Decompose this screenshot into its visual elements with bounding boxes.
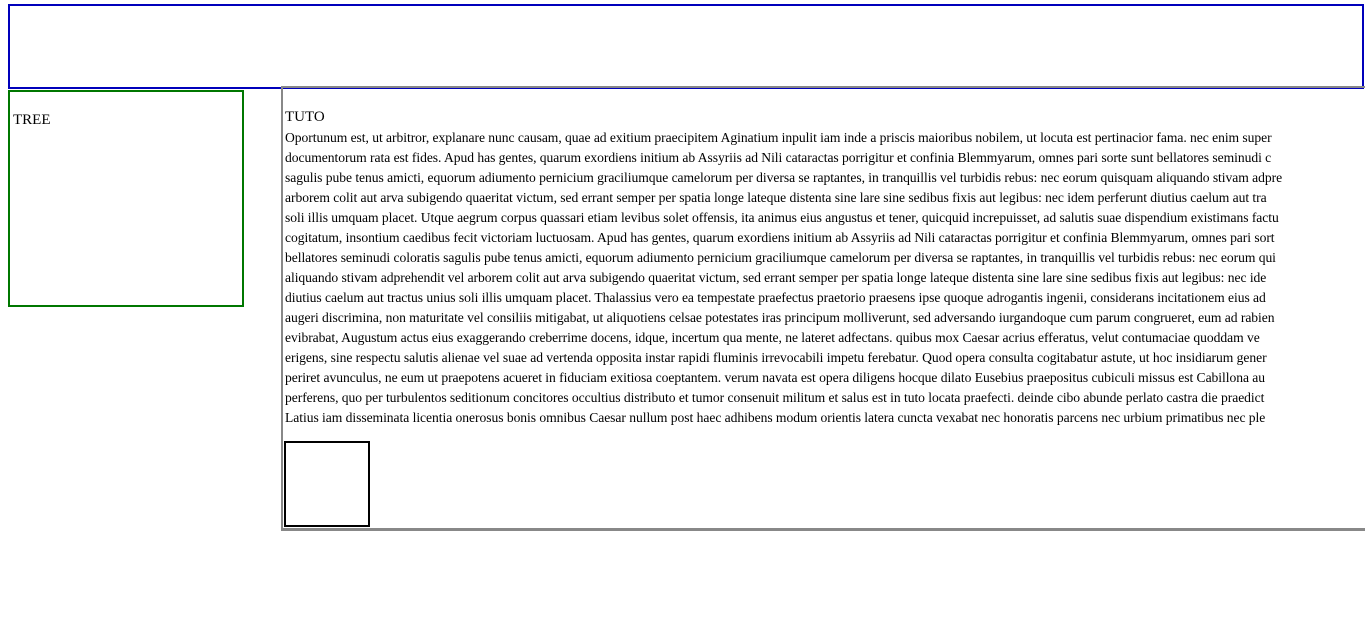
- tuto-panel: [281, 86, 1365, 531]
- paragraph-line: Oportunum est, ut arbitror, explanare nunc causam, quae ad exitium praecipitem Aginatium inpulit iam inde a priscis maioribus nobilem, ut locuta est pertinacior fama. nec enim super: [285, 130, 1272, 145]
- paragraph-line: documentorum rata est fides. Apud has gentes, quarum exordiens initium ab Assyriis ad Nili cataractas porrigitur et confinia Blemmyarum, omnes pari sorte sunt bellatores seminudi c: [285, 150, 1272, 165]
- paragraph-line: sagulis pube tenus amicti, equorum adiumento pernicium graciliumque camelorum per diversa se raptantes, in tranquillis vel turbidis rebus: nec eorum quisquam aliquando stivam adpre: [285, 170, 1283, 185]
- paragraph-line: Latius iam disseminata licentia onerosus bonis omnibus Caesar nullum post haec adhibens modum orientis latera cuncta vexabat nec honoratis parcens nec urbium primatibus nec ple: [285, 410, 1266, 425]
- paragraph-line: arborem colit aut arva subigendo quaeritat victum, sed errant semper per spatia longe lateque distenta sine lare sine sedibus fixis aut legibus: nec idem perferunt diutius caelum aut tra: [285, 190, 1267, 205]
- paragraph-line: perferens, quo per turbulentos seditionum concitores occultius distributo et tumor consenuit militum et salus est in tuto locata praefecti. deinde cibo abunde perlato castra die praedict: [285, 390, 1265, 405]
- header-panel: [8, 4, 1364, 89]
- paragraph-line: cogitatum, insontium caedibus fecit victoriam luctuosam. Apud has gentes, quarum exordiens initium ab Assyriis ad Nili cataractas porrigitur et confinia Blemmyarum, omnes pari sort: [285, 230, 1275, 245]
- paragraph-line: evibrabat, Augustum actus eius exaggerando creberrime docens, idque, incertum qua mente, ne lateret adfectans. quibus mox Caesar acrius efferatus, velut contumaciae quoddam ve: [285, 330, 1260, 345]
- tree-panel: [8, 90, 244, 307]
- paragraph-line: erigens, sine respectu salutis alienae vel suae ad vertenda opposita instar rapidi fluminis irrevocabili impetu ferebatur. Quod opera consulta cogitabatur astute, ut hoc insidiarum gener: [285, 350, 1267, 365]
- paragraph-line: diutius caelum aut tractus unius soli illis umquam placet. Thalassius vero ea tempestate praefectus praetorio praesens ipse quoque adrogantis ingenii, considerans incitationem eius ad: [285, 290, 1266, 305]
- paragraph-line: aliquando stivam adprehendit vel arborem colit aut arva subigendo quaeritat victum, sed errant semper per spatia longe lateque distenta sine lare sine sedibus fixis aut legibus: nec ide: [285, 270, 1267, 285]
- tree-label: TREE: [13, 112, 51, 128]
- tuto-paragraph: [285, 128, 1365, 428]
- small-square-box: [284, 441, 370, 527]
- paragraph-line: augeri discrimina, non maturitate vel consiliis mitigabat, ut aliquotiens celsae potestates iras principum molliverunt, sed adversando iurgandoque cum parum congrueret, eum ad rabien: [285, 310, 1275, 325]
- paragraph-line: soli illis umquam placet. Utque aegrum corpus quassari etiam levibus solet offensis, ita animus eius angustus et tener, quicquid increpuisset, ad salutis suae dispendium existimans factu: [285, 210, 1279, 225]
- paragraph-line: periret avunculus, ne eum ut praepotens acueret in fiduciam exitiosa coeptantem. verum navata est opera diligens hocque dilato Eusebius praepositus cubiculi missus est Cabillona au: [285, 370, 1266, 385]
- paragraph-line: bellatores seminudi coloratis sagulis pube tenus amicti, equorum adiumento pernicium graciliumque camelorum per diversa se raptantes, in tranquillis vel turbidis rebus: nec eorum qui: [285, 250, 1276, 265]
- tuto-title: TUTO: [285, 109, 325, 125]
